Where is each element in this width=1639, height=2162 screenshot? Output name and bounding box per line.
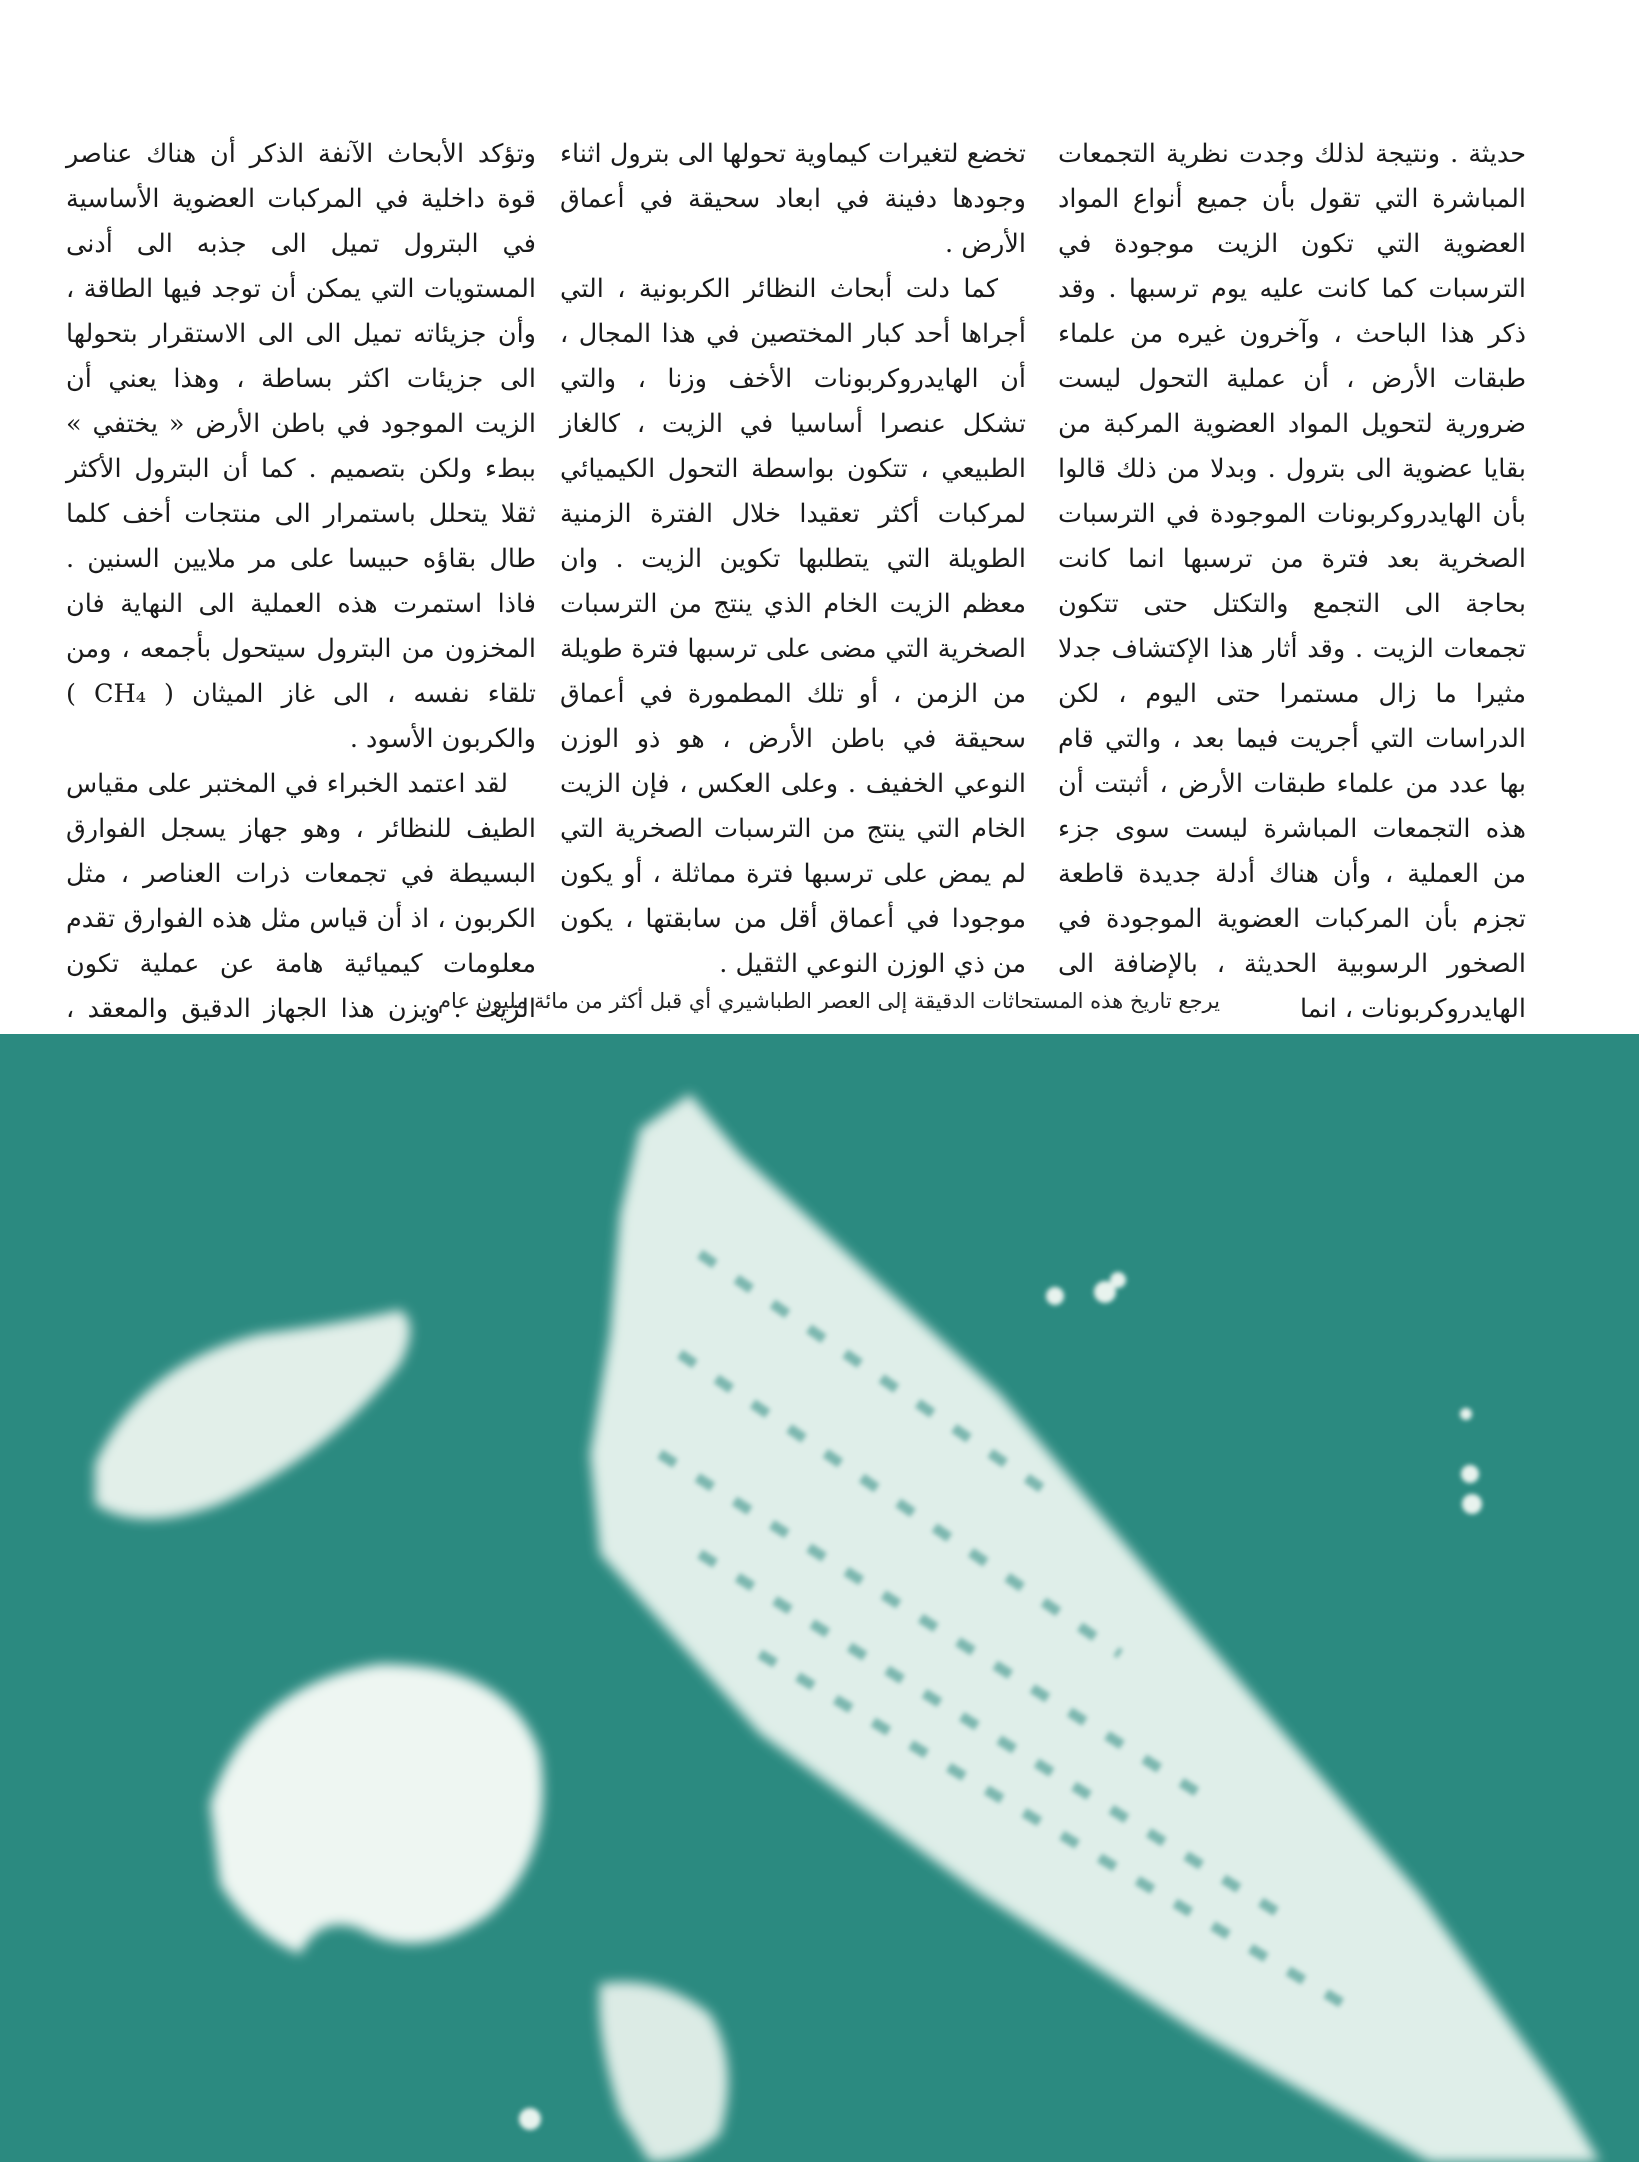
microfossil-illustration xyxy=(0,1034,1639,2162)
paragraph: تخضع لتغيرات كيماوية تحولها الى بترول اثناء وجودها دفينة في ابعاد سحيقة في أعماق الأرض . xyxy=(560,139,1026,259)
paragraph: وتؤكد الأبحاث الآنفة الذكر أن هناك عناصر قوة داخلية في المركبات العضوية الأساسية في البترول تميل الى جذبه الى أدنى المستويات التي يمكن أن توجد فيها الطاقة ، وأن جزيئاته تميل الى الى الاستقرار بتحولها الى جزيئات اكثر بساطة ، وهذا يعني أن الزيت الموجود في باطن الأرض « يختفي » ببطء ولكن بتصميم . كما أن البترول الأكثر ثقلا يتحلل باستمرار الى منتجات أخف كلما طال بقاؤه حبيسا على مر ملايين السنين . فاذا استمرت هذه العملية الى النهاية فان المخزون من البترول سيتحول بأجمعه ، ومن تلقاء نفسه ، الى غاز الميثان ( CH₄ ) والكربون الأسود . xyxy=(66,139,536,754)
microfossil-photo xyxy=(0,1034,1639,2162)
text-column-right xyxy=(1058,132,1526,1024)
paragraph: كما دلت أبحاث النظائر الكربونية ، التي أجراها أحد كبار المختصين في هذا المجال ، أن الهايدروكربونات الأخف وزنا ، والتي تشكل عنصرا أساسيا في الزيت ، كالغاز الطبيعي ، تتكون بواسطة التحول الكيميائي لمركبات أكثر تعقيدا خلال الفترة الزمنية الطويلة التي يتطلبها تكوين الزيت . وان معظم الزيت الخام الذي ينتج من الترسبات الصخرية التي مضى على ترسبها فترة طويلة من الزمن ، أو تلك المطمورة في أعماق سحيقة في باطن الأرض ، هو ذو الوزن النوعي الخفيف . وعلى العكس ، فإن الزيت الخام التي ينتج من الترسبات الصخرية التي لم يمض على ترسبها فترة مماثلة ، أو يكون موجودا في أعماق أقل من سابقتها ، يكون من ذي الوزن النوعي الثقيل . xyxy=(560,274,1026,979)
paragraph: لقد اعتمد الخبراء في المختبر على مقياس الطيف للنظائر ، وهو جهاز يسجل الفوارق البسيطة في تجمعات ذرات العناصر ، مثل الكربون ، اذ أن قياس مثل هذه الفوارق تقدم معلومات كيميائية هامة عن عملية تكون الزيت . ويزن هذا الجهاز الدقيق والمعقد ، xyxy=(66,769,536,1024)
paragraph: حديثة . ونتيجة لذلك وجدت نظرية التجمعات المباشرة التي تقول بأن جميع أنواع المواد العضوية التي تكون الزيت موجودة في الترسبات كما كانت عليه يوم ترسبها . وقد ذكر هذا الباحث ، وآخرون غيره من علماء طبقات الأرض ، أن عملية التحول ليست ضرورية لتحويل المواد العضوية المركبة من بقايا عضوية الى بترول . وبدلا من ذلك قالوا بأن الهايدروكربونات الموجودة في الترسبات الصخرية بعد فترة من ترسبها انما كانت بحاجة الى التجمع والتكتل حتى تتكون تجمعات الزيت . وقد أثار هذا الإكتشاف جدلا مثيرا ما زال مستمرا حتى اليوم ، لكن الدراسات التي أجريت فيما بعد ، والتي قام بها عدد من علماء طبقات الأرض ، أثبتت أن هذه التجمعات المباشرة ليست سوى جزء من العملية ، وأن هناك أدلة جديدة قاطعة تجزم بأن المركبات العضوية الموجودة في الصخور الرسوبية الحديثة ، بالإضافة الى الهايدروكربونات ، انما xyxy=(1058,139,1526,1024)
text-column-middle xyxy=(560,132,1026,979)
photo-caption: يرجع تاريخ هذه المستحاثات الدقيقة إلى العصر الطباشيري أي قبل أكثر من مائة مليون عام . xyxy=(424,989,1220,1013)
text-column-left xyxy=(66,132,536,1024)
